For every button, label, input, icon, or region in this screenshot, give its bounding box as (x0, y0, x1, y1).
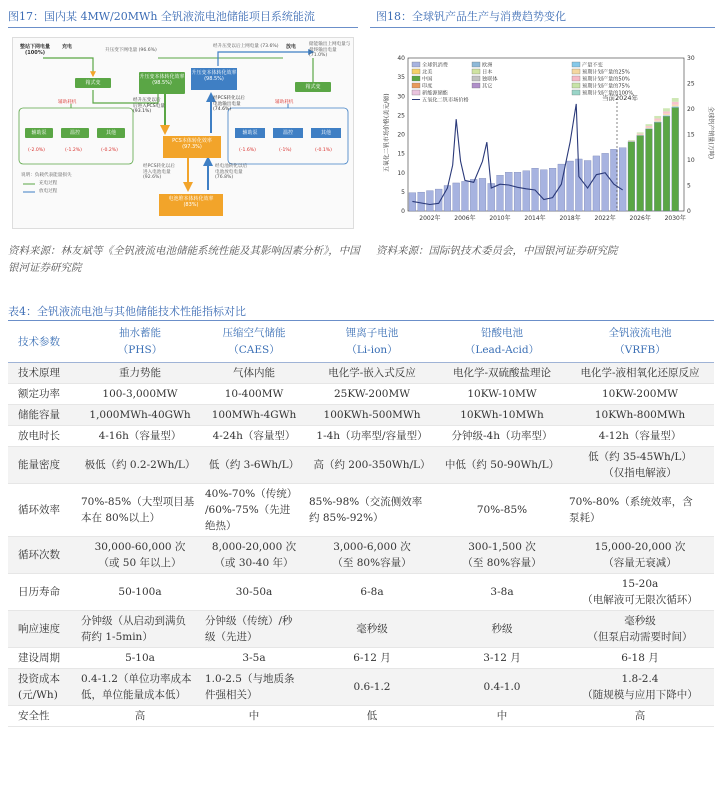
y-right-tick: 20 (687, 106, 695, 113)
header-vrfb: 全钒液流电池 （VRFB） (566, 322, 714, 363)
aux-right-pct-1: (-1.6%) (239, 148, 256, 153)
stack-box: 电池堆本体转化效率 (83%) (159, 194, 223, 216)
bar-consumption (514, 172, 521, 211)
bar-consumption (479, 178, 486, 211)
figure-18-source: 资料来源：国际钒技术委员会，中国银河证券研究院 (376, 245, 618, 257)
table-cell: 1.0-2.5（与地质条 件强相关） (202, 669, 306, 706)
table-cell: 高（约 200-350Wh/L） (306, 447, 438, 484)
bar-consumption (470, 179, 477, 211)
table-cell: 5-10a (78, 648, 202, 669)
aux-left-title: 辅助耗机 (58, 100, 77, 105)
table-cell: 4-24h（容量型） (202, 426, 306, 447)
legend-label: 预期计划产量的50% (582, 76, 630, 83)
bar-projection (672, 105, 679, 107)
legend-swatch (572, 76, 580, 81)
row-label: 能量密度 (8, 447, 78, 484)
legend-label: 全球钒消费 (422, 62, 448, 69)
table-cell: 6-12 月 (306, 648, 438, 669)
row-label: 循环效率 (8, 484, 78, 537)
table-cell: 100MWh-4GWh (202, 405, 306, 426)
row-label: 循环次数 (8, 537, 78, 574)
figure-18-title: 图18：全球钒产品生产与消费趋势变化 (376, 10, 566, 23)
table-row (8, 405, 714, 426)
legend-label: 其它 (482, 83, 493, 90)
table-row (8, 484, 714, 537)
header-phs: 抽水蓄能 （PHS） (78, 322, 202, 363)
table-cell: 70%-85% (438, 484, 566, 537)
y-left-tick: 35 (397, 74, 405, 82)
table-cell: 秒级 (438, 611, 566, 648)
y-right-tick: 0 (687, 208, 691, 215)
comparison-table (8, 322, 714, 727)
table-cell: 10KW-10MW (438, 384, 566, 405)
legend-swatch (412, 90, 420, 95)
table-4-rule (8, 320, 714, 321)
legend-label: 预期计划产量的75% (582, 83, 630, 90)
header-liion: 锂离子电池 （Li-ion） (306, 322, 438, 363)
legend-swatch (472, 76, 480, 81)
header-caes: 压缩空气储能 （CAES） (202, 322, 306, 363)
bar-projection (663, 108, 670, 111)
y-right-tick: 15 (687, 131, 695, 139)
bar-consumption (497, 175, 504, 211)
y-right-tick: 5 (687, 182, 691, 190)
bar-projection (654, 116, 661, 119)
table-cell: 3-8a (438, 574, 566, 611)
legend-label: 预期计划产量的100% (582, 90, 634, 97)
y-left-tick: 25 (397, 112, 405, 120)
table-cell: 重力势能 (78, 363, 202, 384)
table-row (8, 574, 714, 611)
legend-label: 新能源储能 (422, 90, 448, 97)
bar-projection (672, 107, 679, 108)
rate-grid-out: 储能输出上网电量与 最终输出电量 (71.0%) (309, 42, 351, 58)
bar-consumption (593, 156, 600, 211)
row-label: 储能容量 (8, 405, 78, 426)
legend-label: 独联体 (482, 76, 498, 83)
table-cell: 电化学-液相氧化还原反应 (566, 363, 714, 384)
bar-projection (646, 126, 653, 127)
aux-left-item-3: 其他 (97, 128, 125, 138)
table-header-row (8, 322, 714, 363)
rate-top-right: 经升压变以后上网电量 (73.6%) (213, 44, 279, 49)
bar-projection (654, 122, 661, 123)
header-param: 技术参数 (8, 322, 78, 363)
annotation-current-year: 当前2024年 (602, 94, 639, 102)
legend-swatch (472, 83, 480, 88)
table-row (8, 363, 714, 384)
table-cell: 50-100a (78, 574, 202, 611)
bar-consumption (462, 181, 469, 211)
table-cell: 40%-70%（传统） /60%-75%（先进 绝热） (202, 484, 306, 537)
bar-consumption (453, 183, 460, 211)
aux-right-item-1: 辅助泵 (235, 128, 265, 138)
legend-label: 北美 (422, 69, 433, 76)
aux-left-pct-2: (-1.2%) (65, 148, 82, 153)
table-row (8, 648, 714, 669)
table-cell: 低 (306, 706, 438, 727)
table-cell: 10KW-200MW (566, 384, 714, 405)
bar-projection (628, 140, 635, 141)
figure-18-rule (370, 27, 715, 28)
bar-consumption (637, 136, 644, 211)
figure-18-chart (372, 34, 714, 229)
figure-17-title: 图17：国内某 4MW/20MWh 全钒液流电池储能项目系统能流 (8, 10, 315, 23)
table-cell: 1.8-2.4 （随规模与应用下降中） (566, 669, 714, 706)
header-leadacid: 铅酸电池 （Lead-Acid） (438, 322, 566, 363)
table-cell: 3,000-6,000 次 （至 80%容量） (306, 537, 438, 574)
vanadium-chart (372, 34, 714, 229)
table-cell: 极低（约 0.2-2Wh/L） (78, 447, 202, 484)
table-cell: 电化学-双硫酸盐理论 (438, 363, 566, 384)
bar-consumption (540, 170, 547, 211)
aux-left-item-1: 辅助泵 (25, 128, 53, 138)
table-cell: 分钟级（从启动到满负 荷约 1-5min） (78, 611, 202, 648)
table-cell: 中 (438, 706, 566, 727)
y-right-tick: 25 (687, 80, 695, 88)
legend-swatch (412, 62, 420, 67)
legend-label: 日本 (482, 69, 493, 76)
bar-consumption (654, 122, 661, 211)
bar-consumption (426, 191, 433, 211)
row-label: 技术原理 (8, 363, 78, 384)
bar-consumption (444, 186, 451, 212)
y-left-tick: 15 (397, 150, 405, 158)
booster-left-box: 箱式变 (75, 78, 111, 88)
table-4-title: 表4：全钒液流电池与其他储能技术性能指标对比 (8, 305, 246, 318)
table-cell: 中低（约 50-90Wh/L） (438, 447, 566, 484)
bar-projection (672, 102, 679, 105)
table-cell: 100-3,000MW (78, 384, 202, 405)
bar-consumption (610, 149, 617, 211)
rate-bot-left: 经PCS转化以后 进入电池电量 (92.6%) (143, 164, 175, 180)
rate-mid-right: 经PCS转化以后 电池输出电量 (74.6%) (213, 96, 245, 112)
bar-consumption (646, 129, 653, 211)
rate-top-left: 升压变下网电量 (96.6%) (105, 48, 157, 53)
rate-mid-left: 经升压变以后 后进入PCS电量 (93.1%) (133, 98, 165, 114)
row-label: 安全性 (8, 706, 78, 727)
table-cell: 100KWh-500MWh (306, 405, 438, 426)
aux-left-item-2: 温控 (61, 128, 89, 138)
table-cell: 低（约 35-45Wh/L） （仅指电解液） (566, 447, 714, 484)
pcs-in-left-box: 升压变本体转化效率 (98.5%) (139, 72, 185, 94)
bar-projection (654, 118, 661, 120)
legend-label: 五氧化二钒市场价格 (422, 97, 469, 104)
aux-right-item-3: 其他 (311, 128, 341, 138)
table-cell: 10KWh-10MWh (438, 405, 566, 426)
legend-swatch (472, 69, 480, 74)
x-tick: 2026年 (629, 215, 651, 222)
row-label: 放电时长 (8, 426, 78, 447)
legend-discharge: 放电过程 (39, 189, 58, 194)
table-row (8, 447, 714, 484)
table-cell: 3-5a (202, 648, 306, 669)
table-cell: 电化学-嵌入式反应 (306, 363, 438, 384)
row-label: 建设周期 (8, 648, 78, 669)
y-left-tick: 40 (397, 55, 405, 62)
table-cell: 毫秒级 (306, 611, 438, 648)
table-row (8, 669, 714, 706)
table-cell: 0.6-1.2 (306, 669, 438, 706)
bar-projection (663, 111, 670, 113)
aux-right-pct-3: (-0.1%) (315, 148, 332, 153)
table-row (8, 384, 714, 405)
table-cell: 气体内能 (202, 363, 306, 384)
y-right-tick: 10 (687, 157, 695, 164)
legend-swatch (412, 76, 420, 81)
legend-charge: 充电过程 (39, 181, 58, 186)
legend-swatch (572, 90, 580, 95)
table-cell: 15,000-20,000 次 （容量无衰减） (566, 537, 714, 574)
aux-right-pct-2: (-1%) (279, 148, 292, 153)
legend-swatch (572, 62, 580, 67)
table-cell: 70%-85%（大型项目基 本在 80%以上） (78, 484, 202, 537)
table-cell: 15-20a （电解液可无限次循环） (566, 574, 714, 611)
y-left-tick: 20 (397, 131, 405, 139)
table-cell: 3-12 月 (438, 648, 566, 669)
bar-projection (654, 120, 661, 121)
bar-consumption (505, 172, 512, 211)
x-tick: 2022年 (594, 215, 616, 222)
bar-projection (663, 114, 670, 116)
table-cell: 低（约 3-6Wh/L） (202, 447, 306, 484)
table-cell: 10-400MW (202, 384, 306, 405)
legend-label: 产量不变 (582, 62, 603, 69)
y-right-label: 全球钒产销量(万吨) (706, 106, 714, 160)
legend-swatch (412, 69, 420, 74)
table-cell: 8,000-20,000 次 （或 30-40 年） (202, 537, 306, 574)
legend-label: 中国 (422, 76, 433, 83)
y-left-tick: 5 (401, 188, 405, 196)
bar-consumption (672, 107, 679, 211)
grid-in-label: 整站下网电量 (100%) (19, 44, 50, 56)
legend-title: 说明：负载代表能量损失 (21, 173, 72, 178)
table-cell: 30,000-60,000 次 （或 50 年以上） (78, 537, 202, 574)
bar-projection (646, 127, 653, 128)
figure-17-source: 资料来源：林友斌等《全钒液流电池储能系统性能及其影响因素分析》，中国银河证券研究院 (8, 245, 360, 274)
bar-consumption (663, 116, 670, 211)
booster-right-box: 箱式变 (295, 82, 331, 92)
bar-consumption (602, 153, 609, 211)
table-row (8, 706, 714, 727)
bar-projection (663, 115, 670, 116)
bar-consumption (549, 168, 556, 211)
figure-17-rule (8, 27, 358, 28)
rate-bot-right: 经电池转化以后 电池放电电量 (76.8%) (215, 164, 248, 180)
table-cell: 0.4-1.2（单位功率成本 低，单位能量成本低） (78, 669, 202, 706)
x-tick: 2014年 (524, 215, 546, 222)
y-left-tick: 10 (397, 169, 405, 177)
legend-label: 预期计划产量的25% (582, 69, 630, 76)
table-cell: 高 (78, 706, 202, 727)
legend-label: 印度 (422, 83, 433, 90)
bar-consumption (567, 161, 574, 211)
aux-left-pct-3: (-0.2%) (101, 148, 118, 153)
table-cell: 6-18 月 (566, 648, 714, 669)
y-left-label: 五氧化二钒市场价格(美元/磅) (383, 93, 391, 173)
table-row (8, 537, 714, 574)
x-tick: 2002年 (419, 215, 441, 222)
y-left-tick: 30 (397, 93, 405, 101)
table-cell: 300-1,500 次 （至 80%容量） (438, 537, 566, 574)
table-row (8, 426, 714, 447)
row-label: 投资成本 (元/Wh) (8, 669, 78, 706)
charge-label: 充电 (61, 44, 72, 50)
bar-projection (637, 135, 644, 136)
bar-projection (672, 98, 679, 102)
bar-consumption (523, 171, 530, 211)
table-cell: 30-50a (202, 574, 306, 611)
table-cell: 4-12h（容量型） (566, 426, 714, 447)
row-label: 响应速度 (8, 611, 78, 648)
table-cell: 高 (566, 706, 714, 727)
table-cell: 25KW-200MW (306, 384, 438, 405)
table-row (8, 611, 714, 648)
x-tick: 2018年 (559, 215, 581, 222)
bar-projection (646, 124, 653, 126)
aux-left-pct-1: (-2.0%) (28, 148, 45, 153)
table-cell: 1,000MWh-40GWh (78, 405, 202, 426)
legend-swatch (412, 83, 420, 88)
pcs-in-right-box: 升压变本体转化效率 (98.5%) (191, 68, 237, 90)
aux-right-item-2: 温控 (273, 128, 303, 138)
table-cell: 1-4h（功率型/容量型） (306, 426, 438, 447)
bar-consumption (628, 142, 635, 211)
table-cell: 10KWh-800MWh (566, 405, 714, 426)
pcs-box: PCS本体转化效率 (97.3%) (163, 136, 221, 158)
row-label: 额定功率 (8, 384, 78, 405)
table-cell: 分钟级（传统）/秒 级（先进） (202, 611, 306, 648)
table-cell: 6-8a (306, 574, 438, 611)
table-cell: 85%-98%（交流侧效率 约 85%-92%） (306, 484, 438, 537)
bar-projection (637, 132, 644, 133)
table-cell: 70%-80%（系统效率，含 泵耗） (566, 484, 714, 537)
legend-swatch (572, 83, 580, 88)
bar-consumption (418, 192, 425, 211)
table-cell: 4-16h（容量型） (78, 426, 202, 447)
aux-right-title: 辅助耗机 (275, 100, 294, 105)
x-tick: 2006年 (454, 215, 476, 222)
x-tick: 2030年 (664, 215, 686, 222)
legend-label: 欧洲 (482, 62, 493, 69)
table-cell: 分钟级-4h（功率型） (438, 426, 566, 447)
bar-projection (637, 134, 644, 135)
x-tick: 2010年 (489, 215, 511, 222)
legend-swatch (472, 62, 480, 67)
y-left-tick: 0 (401, 208, 405, 215)
figure-17-diagram (12, 37, 354, 229)
y-right-tick: 30 (687, 55, 695, 62)
discharge-label: 放电 (285, 44, 296, 50)
table-cell: 毫秒级 （但泵启动需要时间） (566, 611, 714, 648)
table-cell: 0.4-1.0 (438, 669, 566, 706)
table-cell: 中 (202, 706, 306, 727)
bar-consumption (619, 148, 626, 211)
row-label: 日历寿命 (8, 574, 78, 611)
legend-swatch (572, 69, 580, 74)
